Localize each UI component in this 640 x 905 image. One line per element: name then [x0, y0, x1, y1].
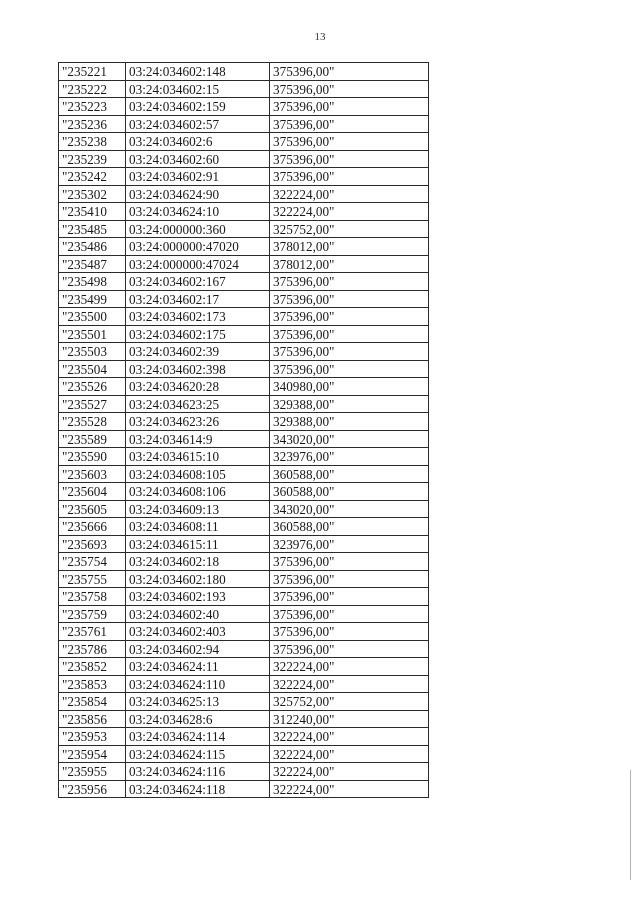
table-row	[59, 588, 429, 606]
cadastral-value-cell: 340980,00"	[270, 378, 429, 396]
cadastral-number-cell: 03:24:034602:57	[126, 115, 270, 133]
record-code-cell: "235759	[59, 605, 126, 623]
cadastral-value-cell: 375396,00"	[270, 290, 429, 308]
cadastral-number-cell: 03:24:034602:403	[126, 623, 270, 641]
cadastral-value-cell: 360588,00"	[270, 483, 429, 501]
cadastral-value-cell: 378012,00"	[270, 238, 429, 256]
table-row	[59, 150, 429, 168]
record-code-cell: "235302	[59, 185, 126, 203]
record-code-cell: "235527	[59, 395, 126, 413]
record-code-cell: "235666	[59, 518, 126, 536]
table-row	[59, 553, 429, 571]
cadastral-value-cell: 322224,00"	[270, 745, 429, 763]
record-code-cell: "235487	[59, 255, 126, 273]
cadastral-value-cell: 378012,00"	[270, 255, 429, 273]
record-code-cell: "235761	[59, 623, 126, 641]
cadastral-value-cell: 343020,00"	[270, 500, 429, 518]
cadastral-number-cell: 03:24:034602:17	[126, 290, 270, 308]
record-code-cell: "235953	[59, 728, 126, 746]
cadastral-number-cell: 03:24:034624:90	[126, 185, 270, 203]
record-code-cell: "235503	[59, 343, 126, 361]
cadastral-number-cell: 03:24:034628:6	[126, 710, 270, 728]
cadastral-number-cell: 03:24:034602:148	[126, 63, 270, 81]
cadastral-value-cell: 325752,00"	[270, 693, 429, 711]
table-row	[59, 115, 429, 133]
cadastral-value-cell: 375396,00"	[270, 623, 429, 641]
cadastral-number-cell: 03:24:034624:110	[126, 675, 270, 693]
record-code-cell: "235590	[59, 448, 126, 466]
record-code-cell: "235239	[59, 150, 126, 168]
cadastral-value-cell: 360588,00"	[270, 465, 429, 483]
cadastral-value-cell: 343020,00"	[270, 430, 429, 448]
cadastral-number-cell: 03:24:034602:6	[126, 133, 270, 151]
cadastral-value-cell: 322224,00"	[270, 675, 429, 693]
cadastral-number-cell: 03:24:034623:25	[126, 395, 270, 413]
cadastral-number-cell: 03:24:034602:175	[126, 325, 270, 343]
cadastral-number-cell: 03:24:034624:114	[126, 728, 270, 746]
cadastral-value-cell: 322224,00"	[270, 763, 429, 781]
table-row	[59, 290, 429, 308]
record-code-cell: "235853	[59, 675, 126, 693]
cadastral-value-cell: 322224,00"	[270, 780, 429, 798]
cadastral-value-cell: 375396,00"	[270, 570, 429, 588]
record-code-cell: "235499	[59, 290, 126, 308]
table-row	[59, 483, 429, 501]
cadastral-value-cell: 375396,00"	[270, 80, 429, 98]
cadastral-number-cell: 03:24:034624:116	[126, 763, 270, 781]
cadastral-value-cell: 375396,00"	[270, 168, 429, 186]
table-row	[59, 605, 429, 623]
cadastral-value-cell: 375396,00"	[270, 343, 429, 361]
cadastral-number-cell: 03:24:034602:398	[126, 360, 270, 378]
cadastral-number-cell: 03:24:034624:11	[126, 658, 270, 676]
cadastral-value-cell: 375396,00"	[270, 325, 429, 343]
cadastral-value-cell: 375396,00"	[270, 640, 429, 658]
cadastral-number-cell: 03:24:034615:11	[126, 535, 270, 553]
table-row	[59, 203, 429, 221]
cadastral-value-cell: 312240,00"	[270, 710, 429, 728]
table-row	[59, 98, 429, 116]
record-code-cell: "235589	[59, 430, 126, 448]
cadastral-value-cell: 323976,00"	[270, 535, 429, 553]
cadastral-number-cell: 03:24:034615:10	[126, 448, 270, 466]
table-row	[59, 710, 429, 728]
cadastral-number-cell: 03:24:034602:40	[126, 605, 270, 623]
table-row	[59, 80, 429, 98]
cadastral-number-cell: 03:24:034620:28	[126, 378, 270, 396]
cadastral-number-cell: 03:24:034608:105	[126, 465, 270, 483]
cadastral-number-cell: 03:24:034602:39	[126, 343, 270, 361]
record-code-cell: "235955	[59, 763, 126, 781]
record-code-cell: "235238	[59, 133, 126, 151]
table-row	[59, 763, 429, 781]
record-code-cell: "235485	[59, 220, 126, 238]
cadastral-value-cell: 322224,00"	[270, 203, 429, 221]
cadastral-value-cell: 375396,00"	[270, 133, 429, 151]
record-code-cell: "235854	[59, 693, 126, 711]
cadastral-value-cell: 360588,00"	[270, 518, 429, 536]
record-code-cell: "235755	[59, 570, 126, 588]
cadastral-value-table	[58, 62, 429, 798]
table-row	[59, 640, 429, 658]
cadastral-value-cell: 322224,00"	[270, 728, 429, 746]
table-row	[59, 448, 429, 466]
record-code-cell: "235410	[59, 203, 126, 221]
table-row	[59, 308, 429, 326]
cadastral-number-cell: 03:24:034623:26	[126, 413, 270, 431]
table-row	[59, 728, 429, 746]
cadastral-number-cell: 03:24:034602:173	[126, 308, 270, 326]
cadastral-value-cell: 375396,00"	[270, 553, 429, 571]
cadastral-number-cell: 03:24:034602:91	[126, 168, 270, 186]
record-code-cell: "235758	[59, 588, 126, 606]
cadastral-number-cell: 03:24:034602:180	[126, 570, 270, 588]
record-code-cell: "235852	[59, 658, 126, 676]
cadastral-number-cell: 03:24:034602:94	[126, 640, 270, 658]
record-code-cell: "235605	[59, 500, 126, 518]
record-code-cell: "235486	[59, 238, 126, 256]
cadastral-number-cell: 03:24:000000:47024	[126, 255, 270, 273]
table-row	[59, 325, 429, 343]
cadastral-value-cell: 375396,00"	[270, 360, 429, 378]
cadastral-number-cell: 03:24:000000:47020	[126, 238, 270, 256]
cadastral-number-cell: 03:24:034602:18	[126, 553, 270, 571]
record-code-cell: "235236	[59, 115, 126, 133]
cadastral-number-cell: 03:24:034608:11	[126, 518, 270, 536]
table-row	[59, 430, 429, 448]
cadastral-value-cell: 375396,00"	[270, 150, 429, 168]
table-row	[59, 395, 429, 413]
record-code-cell: "235528	[59, 413, 126, 431]
table-row	[59, 570, 429, 588]
table-row	[59, 658, 429, 676]
record-code-cell: "235498	[59, 273, 126, 291]
table-row	[59, 133, 429, 151]
table-row	[59, 780, 429, 798]
cadastral-number-cell: 03:24:034609:13	[126, 500, 270, 518]
cadastral-value-cell: 375396,00"	[270, 98, 429, 116]
table-row	[59, 535, 429, 553]
table-row	[59, 693, 429, 711]
cadastral-value-cell: 323976,00"	[270, 448, 429, 466]
table-row	[59, 238, 429, 256]
table-row	[59, 360, 429, 378]
table-row	[59, 413, 429, 431]
cadastral-number-cell: 03:24:034602:15	[126, 80, 270, 98]
record-code-cell: "235693	[59, 535, 126, 553]
record-code-cell: "235504	[59, 360, 126, 378]
table-row	[59, 675, 429, 693]
table-row	[59, 465, 429, 483]
record-code-cell: "235603	[59, 465, 126, 483]
record-code-cell: "235221	[59, 63, 126, 81]
table-row	[59, 168, 429, 186]
table-body	[59, 63, 429, 798]
table-row	[59, 343, 429, 361]
cadastral-value-cell: 329388,00"	[270, 413, 429, 431]
record-code-cell: "235242	[59, 168, 126, 186]
cadastral-number-cell: 03:24:034602:60	[126, 150, 270, 168]
cadastral-number-cell: 03:24:034624:115	[126, 745, 270, 763]
cadastral-value-cell: 375396,00"	[270, 588, 429, 606]
record-code-cell: "235526	[59, 378, 126, 396]
record-code-cell: "235501	[59, 325, 126, 343]
record-code-cell: "235754	[59, 553, 126, 571]
cadastral-number-cell: 03:24:034624:10	[126, 203, 270, 221]
cadastral-value-cell: 375396,00"	[270, 63, 429, 81]
cadastral-value-cell: 375396,00"	[270, 308, 429, 326]
cadastral-value-cell: 375396,00"	[270, 273, 429, 291]
cadastral-value-cell: 322224,00"	[270, 185, 429, 203]
cadastral-value-cell: 325752,00"	[270, 220, 429, 238]
cadastral-value-cell: 322224,00"	[270, 658, 429, 676]
record-code-cell: "235223	[59, 98, 126, 116]
record-code-cell: "235856	[59, 710, 126, 728]
cadastral-number-cell: 03:24:034602:159	[126, 98, 270, 116]
page-number: 13	[314, 31, 326, 43]
record-code-cell: "235954	[59, 745, 126, 763]
table-row	[59, 745, 429, 763]
table-row	[59, 378, 429, 396]
cadastral-number-cell: 03:24:034602:167	[126, 273, 270, 291]
cadastral-number-cell: 03:24:034624:118	[126, 780, 270, 798]
cadastral-number-cell: 03:24:034614:9	[126, 430, 270, 448]
record-code-cell: "235604	[59, 483, 126, 501]
cadastral-value-cell: 375396,00"	[270, 115, 429, 133]
table-row	[59, 273, 429, 291]
table-row	[59, 255, 429, 273]
record-code-cell: "235956	[59, 780, 126, 798]
table-row	[59, 185, 429, 203]
table-row	[59, 500, 429, 518]
cadastral-number-cell: 03:24:000000:360	[126, 220, 270, 238]
record-code-cell: "235500	[59, 308, 126, 326]
cadastral-value-cell: 375396,00"	[270, 605, 429, 623]
table-row	[59, 623, 429, 641]
record-code-cell: "235786	[59, 640, 126, 658]
scan-edge-mark	[630, 770, 631, 880]
cadastral-number-cell: 03:24:034625:13	[126, 693, 270, 711]
cadastral-number-cell: 03:24:034608:106	[126, 483, 270, 501]
cadastral-number-cell: 03:24:034602:193	[126, 588, 270, 606]
table-row	[59, 220, 429, 238]
record-code-cell: "235222	[59, 80, 126, 98]
table-row	[59, 63, 429, 81]
table-row	[59, 518, 429, 536]
cadastral-value-cell: 329388,00"	[270, 395, 429, 413]
